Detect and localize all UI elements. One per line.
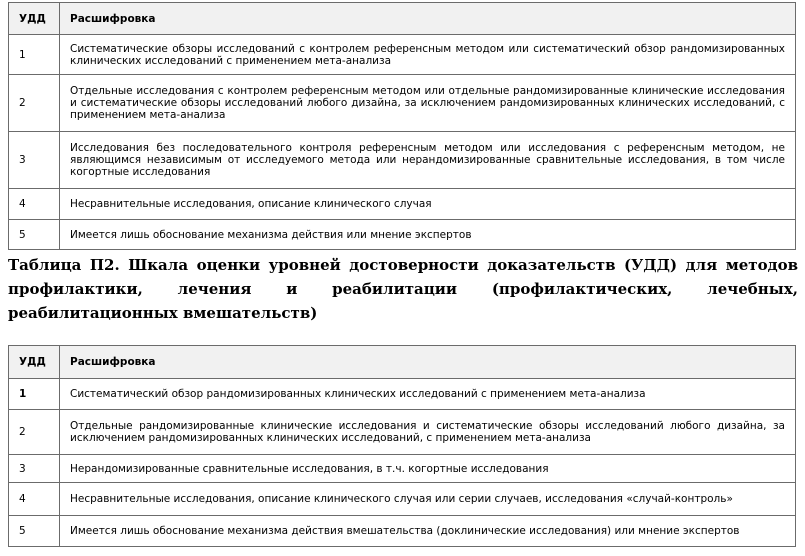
table-row [9, 35, 796, 75]
table-header-row [9, 3, 796, 35]
udd-description: Несравнительные исследования, описание клинического случая [60, 189, 796, 220]
udd-level: 2 [9, 410, 60, 455]
udd-level: 3 [9, 132, 60, 189]
table-caption: Таблица П2. Шкала оценки уровней достоверности доказательств (УДД) для методов профилактики, лечения и реабилитации (профилактических, лечебных, реабилитационных вмешательств) [8, 256, 798, 322]
table-row [9, 455, 796, 483]
table-row [9, 132, 796, 189]
table-row [9, 75, 796, 132]
udd-description: Систематический обзор рандомизированных клинических исследований с применением мета-анализа [60, 379, 796, 410]
header-udd: УДД [9, 346, 60, 379]
udd-description: Систематические обзоры исследований с контролем референсным методом или систематический обзор рандомизированных клинических исследований с применением мета-анализа [60, 35, 796, 75]
udd-level: 2 [9, 75, 60, 132]
udd-table-interventions [8, 345, 796, 547]
table-row [9, 516, 796, 547]
table-row [9, 483, 796, 516]
udd-description: Исследования без последовательного контроля референсным методом или исследования с референсным методом, не являющимся независимым от исследуемого метода или нерандомизированные сравнительные исследования, в том числе когортные исследования [60, 132, 796, 189]
udd-description: Отдельные рандомизированные клинические исследования и систематические обзоры исследований любого дизайна, за исключением рандомизированных клинических исследований, с применением мета-анализа [60, 410, 796, 455]
udd-level: 5 [9, 220, 60, 250]
table-row [9, 220, 796, 250]
header-decoding: Расшифровка [60, 346, 796, 379]
table-row [9, 189, 796, 220]
udd-level: 3 [9, 455, 60, 483]
udd-table-diagnostics [8, 2, 796, 250]
udd-description: Нерандомизированные сравнительные исследования, в т.ч. когортные исследования [60, 455, 796, 483]
header-udd: УДД [9, 3, 60, 35]
udd-level: 4 [9, 483, 60, 516]
table-row [9, 410, 796, 455]
udd-description: Имеется лишь обоснование механизма действия вмешательства (доклинические исследования) или мнение экспертов [60, 516, 796, 547]
udd-description: Имеется лишь обоснование механизма действия или мнение экспертов [60, 220, 796, 250]
table-header-row [9, 346, 796, 379]
udd-level: 1 [9, 379, 60, 410]
udd-level: 5 [9, 516, 60, 547]
header-decoding: Расшифровка [60, 3, 796, 35]
udd-level: 4 [9, 189, 60, 220]
udd-description: Несравнительные исследования, описание клинического случая или серии случаев, исследования «случай-контроль» [60, 483, 796, 516]
udd-description: Отдельные исследования с контролем референсным методом или отдельные рандомизированные клинические исследования и систематические обзоры исследований любого дизайна, за исключением рандомизированных клинических исследований, с применением мета-анализа [60, 75, 796, 132]
udd-level: 1 [9, 35, 60, 75]
table-row [9, 379, 796, 410]
